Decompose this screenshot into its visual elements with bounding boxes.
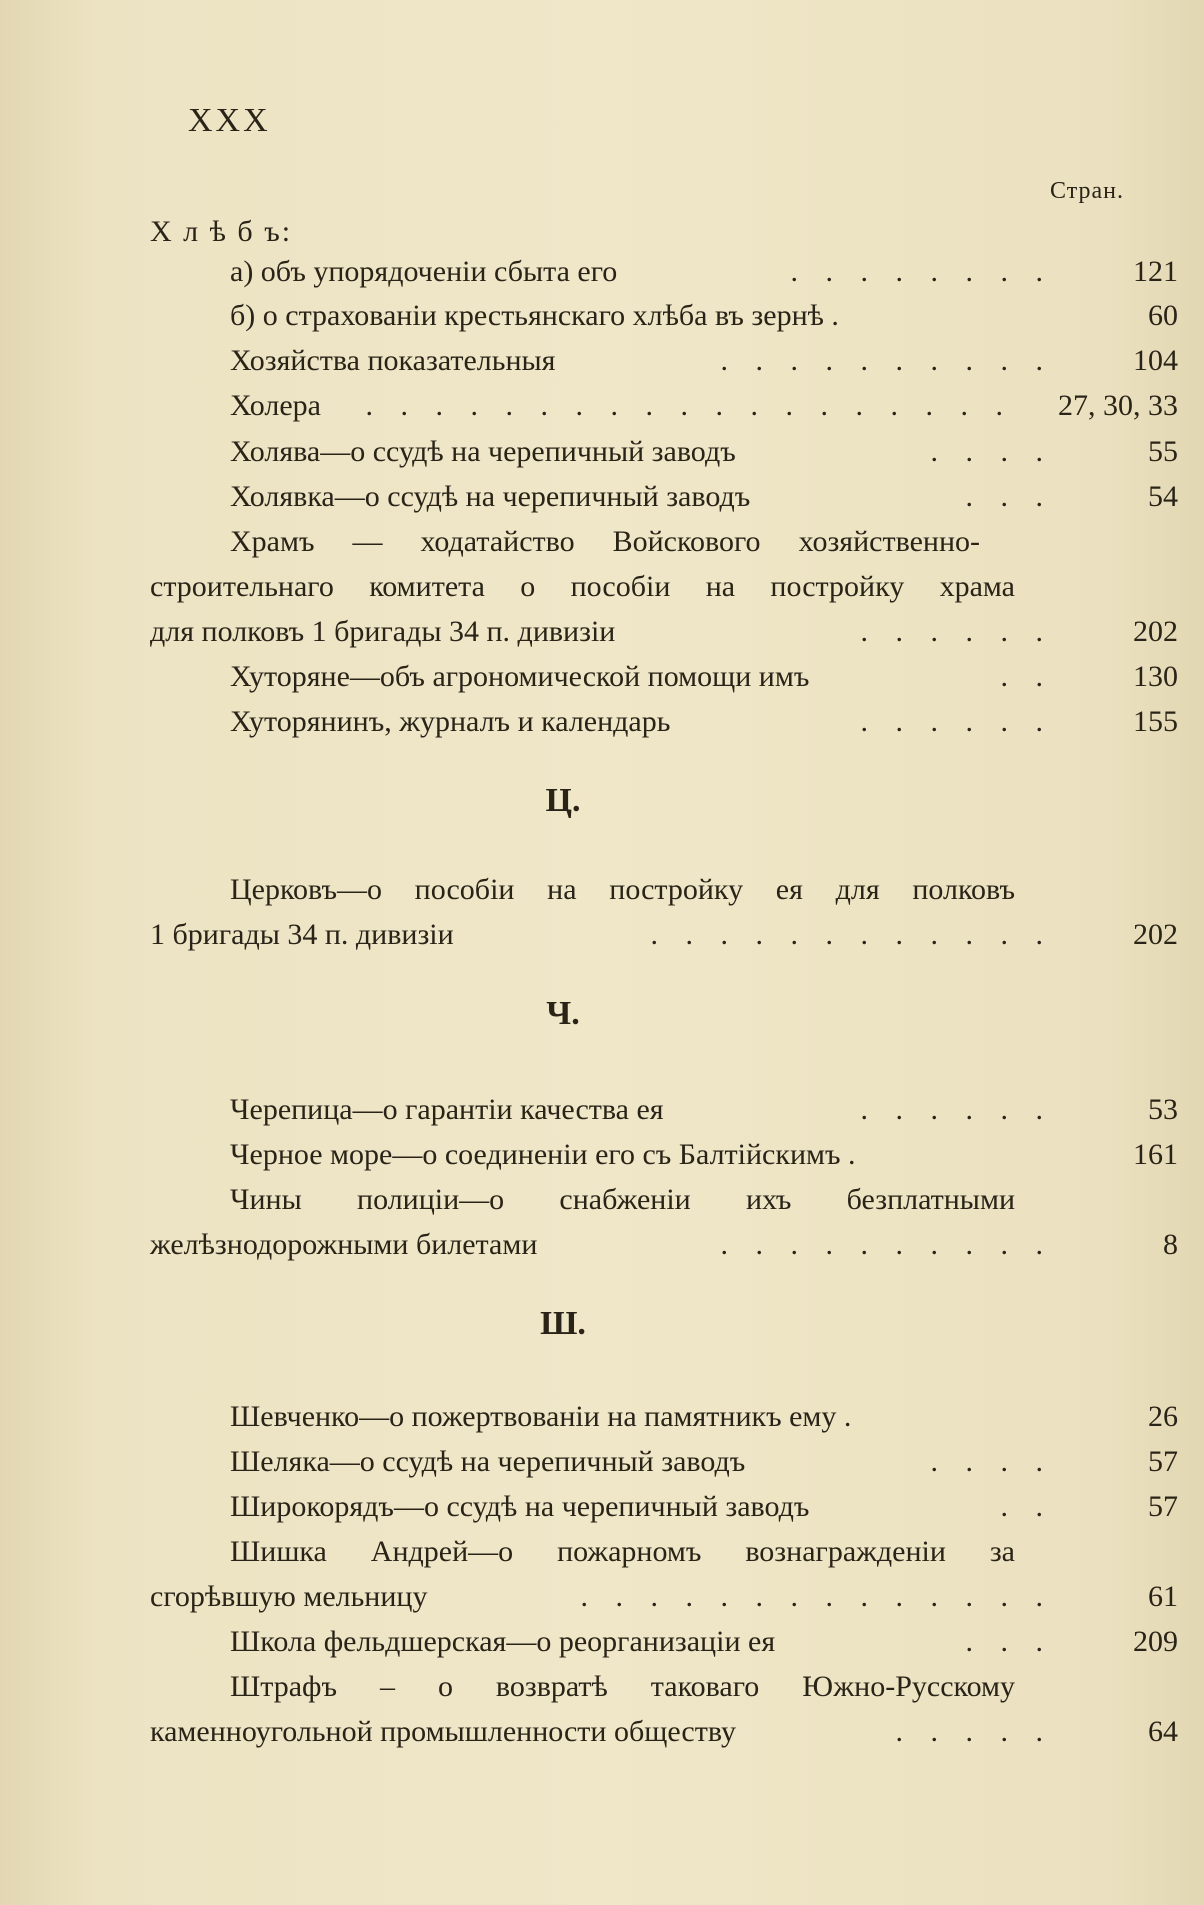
entry-text: Широкорядъ—о ссудѣ на черепичный заводъ xyxy=(230,1490,810,1523)
leader-dots: . . . xyxy=(965,1625,1053,1658)
index-entry xyxy=(150,294,1178,338)
page-ref: 27, 30, 33 xyxy=(1058,389,1178,422)
index-entry xyxy=(150,1178,1178,1222)
entry-text: Церковъ—о пособіи на постройку ея для полковъ xyxy=(230,873,1015,906)
index-entry xyxy=(150,700,1178,744)
index-entry xyxy=(150,430,1178,474)
index-entry-continuation xyxy=(150,1575,1178,1619)
page-ref: 130 xyxy=(1133,660,1178,693)
entry-text: а) объ упорядоченіи сбыта его xyxy=(230,255,618,288)
page-ref: 60 xyxy=(1148,299,1178,332)
index-entry xyxy=(150,868,1178,912)
leader-dots: . . . . . . . . . . xyxy=(720,1228,1053,1261)
leader-dots: . . . . . . xyxy=(860,1093,1053,1126)
page-ref: 209 xyxy=(1133,1625,1178,1658)
index-entry xyxy=(150,1530,1178,1574)
leader-dots: . . . . xyxy=(930,435,1053,468)
index-entry-continuation xyxy=(150,565,1178,609)
entry-text: Храмъ — ходатайство Войскового хозяйственно- xyxy=(230,525,980,558)
page-ref: 61 xyxy=(1148,1580,1178,1613)
page-ref: 53 xyxy=(1148,1093,1178,1126)
index-entry xyxy=(150,1665,1178,1709)
leader-dots: . . . . . . . . . . . . . . xyxy=(580,1580,1053,1613)
page-ref: 104 xyxy=(1133,344,1178,377)
leader-dots: . . . . . . . . . . . . xyxy=(650,918,1053,951)
entry-text: Шеляка—о ссудѣ на черепичный заводъ xyxy=(230,1445,746,1478)
leader-dots: . . . . xyxy=(930,1445,1053,1478)
entry-text: сгорѣвшую мельницу xyxy=(150,1580,428,1613)
index-entry xyxy=(150,520,1178,564)
entry-text: Хуторяне—объ агрономической помощи имъ xyxy=(230,660,810,693)
entry-text: Хуторянинъ, журналъ и календарь xyxy=(230,705,671,738)
entry-text: желѣзнодорожными билетами xyxy=(150,1228,538,1261)
entry-text: Школа фельдшерская—о реорганизаціи ея xyxy=(230,1625,776,1658)
entry-text: Черное море—о соединеніи его съ Балтійскимъ . xyxy=(230,1138,856,1171)
page-ref: 155 xyxy=(1133,705,1178,738)
entry-text: Холява—о ссудѣ на черепичный заводъ xyxy=(230,435,736,468)
page-ref: 55 xyxy=(1148,435,1178,468)
entry-text: Черепица—о гарантіи качества ея xyxy=(230,1093,664,1126)
leader-dots: . . xyxy=(1000,1490,1053,1523)
index-entry xyxy=(150,384,1178,428)
page-ref: 57 xyxy=(1148,1445,1178,1478)
page-number: XXX xyxy=(188,102,271,139)
page-ref: 57 xyxy=(1148,1490,1178,1523)
page-ref: 64 xyxy=(1148,1715,1178,1748)
page-ref: 202 xyxy=(1133,615,1178,648)
index-entry xyxy=(150,1485,1178,1529)
entry-text: б) о страхованіи крестьянскаго хлѣба въ зернѣ . xyxy=(230,299,839,332)
index-entry xyxy=(150,1133,1178,1177)
leader-dots: . . . xyxy=(965,480,1053,513)
entry-text: Чины полиціи—о снабженіи ихъ безплатными xyxy=(230,1183,1015,1216)
index-entry xyxy=(150,475,1178,519)
page-ref: 121 xyxy=(1133,255,1178,288)
page-ref: 26 xyxy=(1148,1400,1178,1433)
index-entry xyxy=(150,1088,1178,1132)
section-heading-sh: Ш. xyxy=(540,1305,586,1342)
page-ref: 161 xyxy=(1133,1138,1178,1171)
index-entry-continuation xyxy=(150,1223,1178,1267)
leader-dots: . . . . . . . . . . . . . . . . . . . xyxy=(365,389,1013,422)
section-heading-ch: Ч. xyxy=(546,995,580,1032)
section-heading-ts: Ц. xyxy=(545,782,581,819)
entry-text: Холера xyxy=(230,389,321,422)
leader-dots: . . . . . . . . xyxy=(790,255,1053,288)
section-heading-kh xyxy=(150,210,1178,254)
index-entry xyxy=(150,339,1178,383)
leader-dots: . . . . . . xyxy=(860,615,1053,648)
entry-text: строительнаго комитета о пособіи на постройку храма xyxy=(150,570,1015,603)
index-entry xyxy=(150,655,1178,699)
entry-text: для полковъ 1 бригады 34 п. дивизіи xyxy=(150,615,616,648)
entry-text: Холявка—о ссудѣ на черепичный заводъ xyxy=(230,480,751,513)
index-entry xyxy=(150,1620,1178,1664)
index-entry xyxy=(150,250,1178,294)
page-ref: 8 xyxy=(1163,1228,1178,1261)
page-ref: 54 xyxy=(1148,480,1178,513)
entry-text: Хозяйства показательныя xyxy=(230,344,556,377)
leader-dots: . . xyxy=(1000,660,1053,693)
leader-dots: . . . . . . xyxy=(860,705,1053,738)
entry-text: 1 бригады 34 п. дивизіи xyxy=(150,918,454,951)
index-entry xyxy=(150,1395,1178,1439)
column-header-pages: Стран. xyxy=(1050,178,1124,204)
entry-text: каменноугольной промышленности обществу xyxy=(150,1715,736,1748)
index-entry xyxy=(150,1440,1178,1484)
entry-text: Штрафъ – о возвратѣ таковаго Южно-Русскому xyxy=(230,1670,1015,1703)
leader-dots: . . . . . . . . . . xyxy=(720,344,1053,377)
leader-dots: . . . . . xyxy=(895,1715,1053,1748)
entry-text: Шишка Андрей—о пожарномъ вознагражденіи за xyxy=(230,1535,1015,1568)
index-entry-continuation xyxy=(150,1710,1178,1754)
page-ref: 202 xyxy=(1133,918,1178,951)
heading-text: Х л ѣ б ъ: xyxy=(150,215,293,248)
index-entry-continuation xyxy=(150,913,1178,957)
entry-text: Шевченко—о пожертвованіи на памятникъ ему . xyxy=(230,1400,852,1433)
index-entry-continuation xyxy=(150,610,1178,654)
